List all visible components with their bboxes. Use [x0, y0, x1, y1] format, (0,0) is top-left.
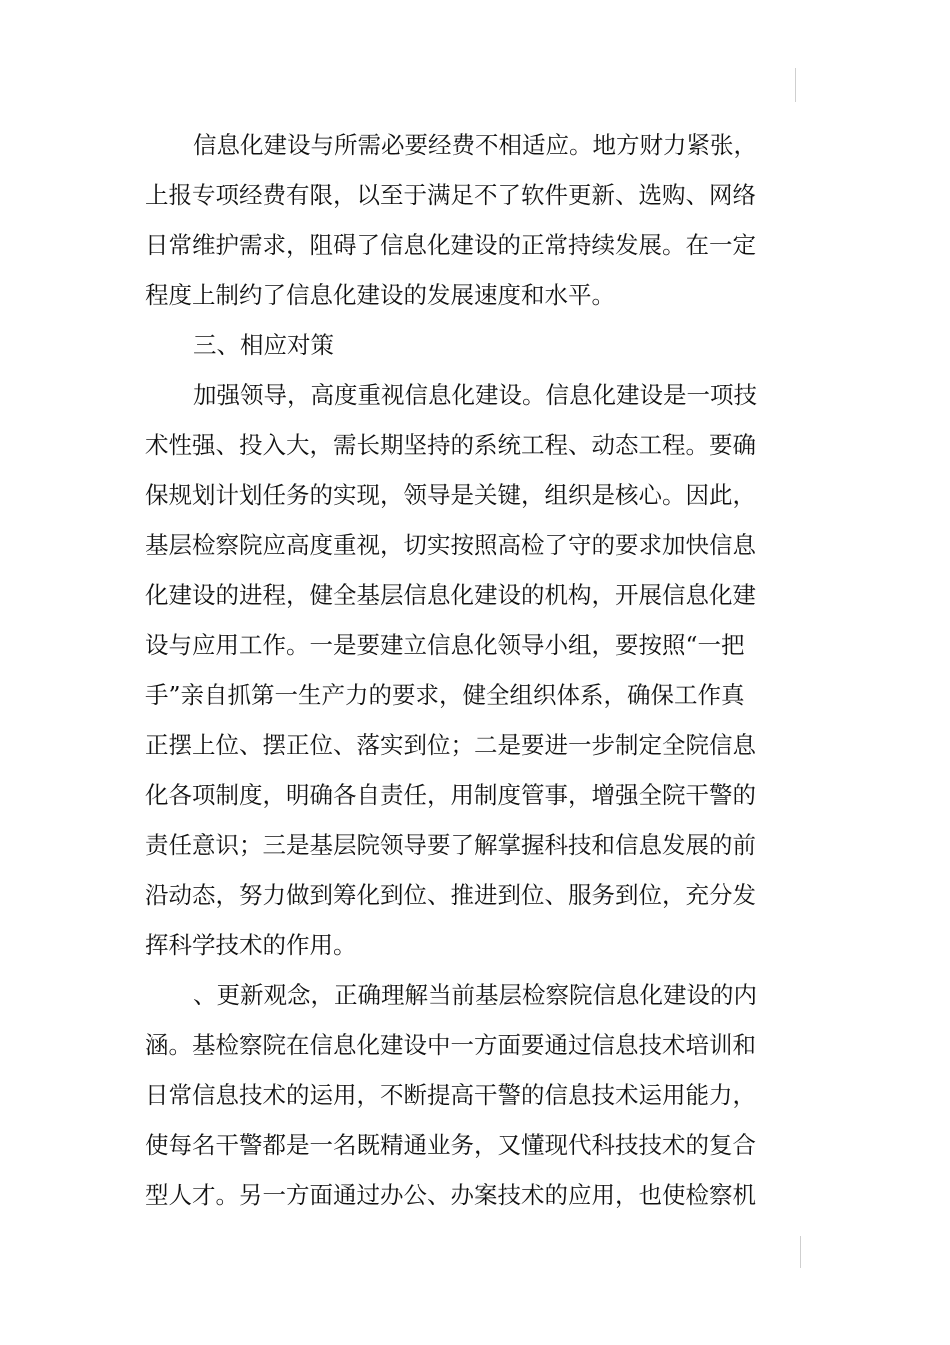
text-line: 使每名干警都是一名既精通业务，又懂现代科技技术的复合	[145, 1131, 756, 1159]
text-line: 正摆上位、摆正位、落实到位；二是要进一步制定全院信息	[145, 731, 756, 759]
text-line: 保规划计划任务的实现，领导是关键，组织是核心。因此，	[145, 481, 756, 509]
text-line: 上报专项经费有限，以至于满足不了软件更新、选购、网络	[145, 181, 756, 209]
text-line: 、更新观念，正确理解当前基层检察院信息化建设的内	[193, 981, 757, 1009]
text-line: 程度上制约了信息化建设的发展速度和水平。	[145, 281, 615, 309]
document-body	[145, 120, 757, 1220]
section-heading: 三、相应对策	[193, 331, 334, 359]
page-edge-mark-top	[795, 68, 796, 102]
text-line: 术性强、投入大，需长期坚持的系统工程、动态工程。要确	[145, 431, 756, 459]
text-line: 沿动态，努力做到筹化到位、推进到位、服务到位，充分发	[145, 881, 756, 909]
text-line: 日常维护需求，阻碍了信息化建设的正常持续发展。在一定	[145, 231, 756, 259]
text-line: 加强领导，高度重视信息化建设。信息化建设是一项技	[193, 381, 757, 409]
text-line: 涵。基检察院在信息化建设中一方面要通过信息技术培训和	[145, 1031, 756, 1059]
text-line: 型人才。另一方面通过办公、办案技术的应用，也使检察机	[145, 1181, 756, 1209]
text-line: 设与应用工作。一是要建立信息化领导小组，要按照“一把	[145, 631, 745, 659]
text-line: 责任意识；三是基层院领导要了解掌握科技和信息发展的前	[145, 831, 756, 859]
text-line: 化建设的进程，健全基层信息化建设的机构，开展信息化建	[145, 581, 756, 609]
page-edge-mark-bottom	[800, 1236, 801, 1268]
text-line: 信息化建设与所需必要经费不相适应。地方财力紧张，	[193, 131, 757, 159]
text-line: 基层检察院应高度重视，切实按照高检了守的要求加快信息	[145, 531, 756, 559]
text-line: 手”亲自抓第一生产力的要求，健全组织体系，确保工作真	[145, 681, 745, 709]
text-line: 日常信息技术的运用，不断提高干警的信息技术运用能力，	[145, 1081, 756, 1109]
text-line: 挥科学技术的作用。	[145, 931, 357, 959]
text-line: 化各项制度，明确各自责任，用制度管事，增强全院干警的	[145, 781, 756, 809]
